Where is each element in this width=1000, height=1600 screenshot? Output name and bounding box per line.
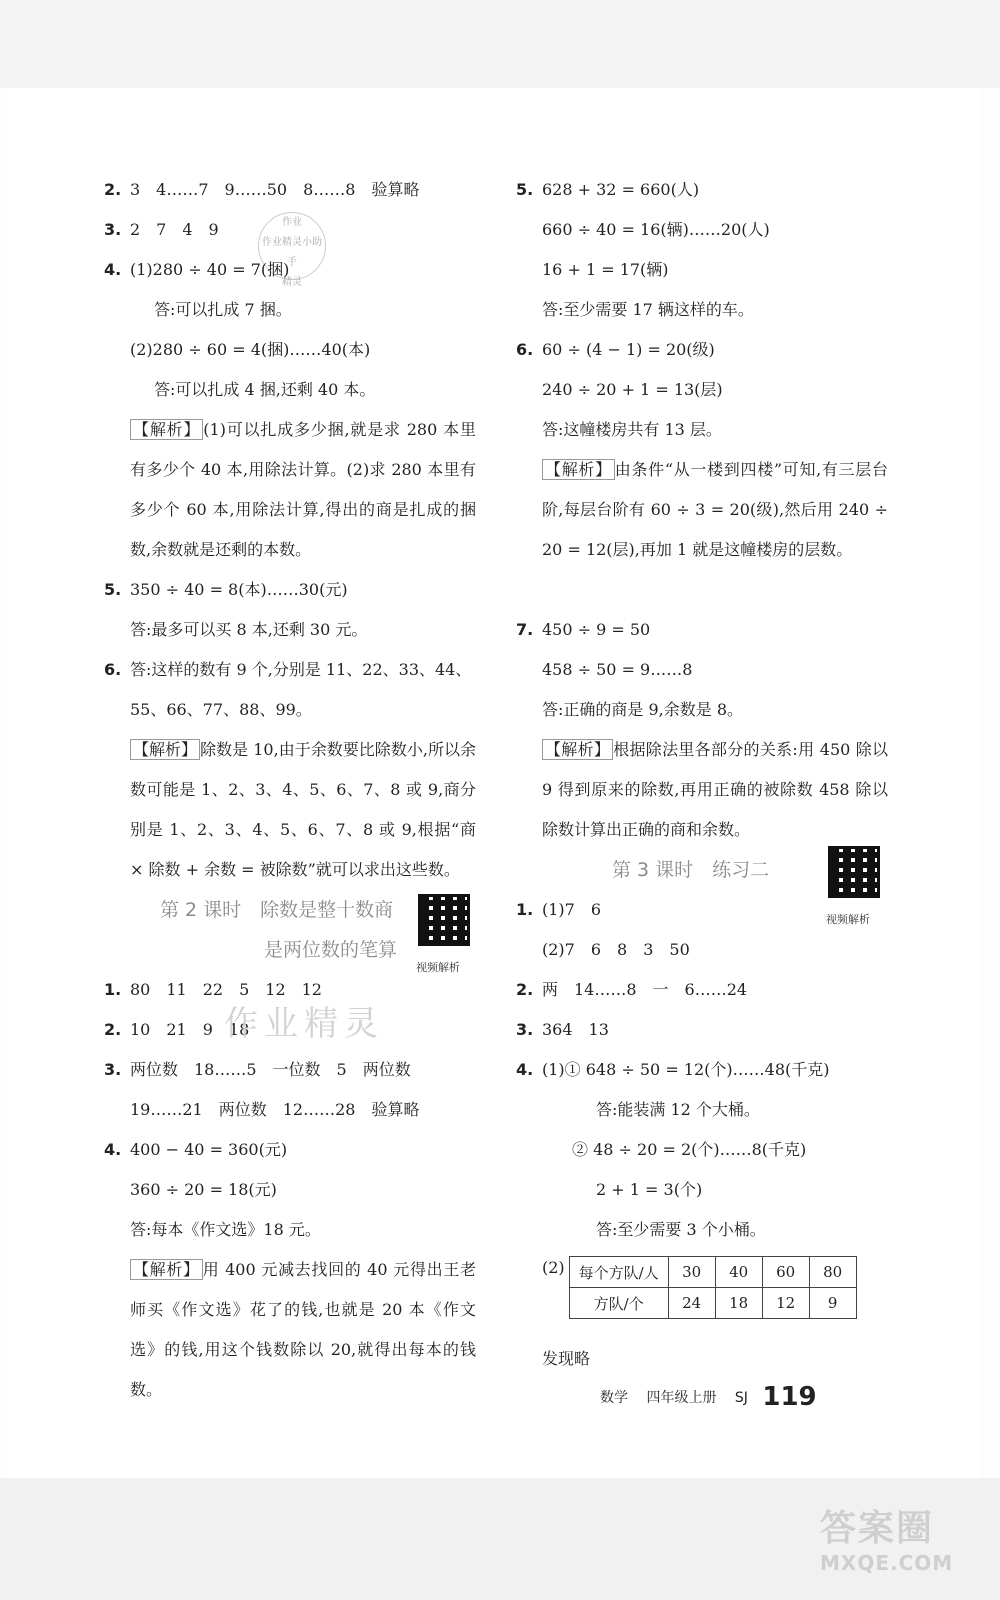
lesson2-answer-4-line2: 360 ÷ 20 = 18(元) [130,1180,277,1199]
watermark-text: 作业精灵 [224,1004,384,1044]
table-cell: 方队/个 [569,1288,668,1319]
right-column [516,170,888,1379]
footer-subject: 数学 [600,1390,628,1406]
answer-6-line2: 55、66、77、88、99。 [130,700,312,719]
answer-5: 5. 350 ÷ 40 = 8(本)……30(元) [104,580,348,599]
analysis-r7: 【解析】 根据除法里各部分的关系:用 450 除以 9 得到原来的除数,再用正确的被除数 458 除以除数计算出正确的商和余数。 [542,740,888,839]
table-cell: 12 [762,1288,809,1319]
answer-r5-line3: 16 + 1 = 17(辆) [542,260,669,279]
answer-r7-line3: 答:正确的商是 9,余数是 8。 [542,700,744,719]
qr-code-icon[interactable] [418,894,470,946]
answer-r5-line2: 660 ÷ 40 = 16(辆)……20(人) [542,220,770,239]
lesson3-answer-1: 1. (1)7 6 [516,900,602,919]
table-cell: 24 [668,1288,715,1319]
answer-5-line2: 答:最多可以买 8 本,还剩 30 元。 [130,620,368,639]
lesson2-analysis-4: 【解析】 用 400 元减去找回的 40 元得出王老师买《作文选》花了的钱,也就是 20 本《作文选》的钱,用这个钱数除以 20,就得出每本的钱数。 [130,1260,476,1399]
page-footer [600,1382,817,1412]
analysis-r6: 【解析】 由条件“从一楼到四楼”可知,有三层台阶,每层台阶有 60 ÷ 3 = 20(级),然后用 240 ÷ 20 = 12(层),再加 1 就是这幢楼房的层数。 [542,460,888,559]
site-watermark: 答案圈 MXQE.COM [820,1508,954,1575]
table-cell: 9 [809,1288,856,1319]
lesson3-answer-4-part2: (2) 每个方队/人 30 40 60 80 方队/个 24 18 12 9 [516,1256,888,1319]
table-cell: 80 [809,1257,856,1288]
table-row [569,1288,856,1319]
table-cell: 每个方队/人 [569,1257,668,1288]
analysis-6: 【解析】 除数是 10,由于余数要比除数小,所以余数可能是 1、2、3、4、5、6、7、8 或 9,商分别是 1、2、3、4、5、6、7、8 或 9,根据“商 × 除数 + 余数 = 被除数”就可以求出这些数。 [130,740,476,879]
table-cell: 18 [715,1288,762,1319]
qr-label: 视频解析 [416,961,460,974]
lesson3-answer-4-line2: 答:能装满 12 个大桶。 [596,1100,760,1119]
lesson3-finding: 发现略 [542,1349,591,1368]
answer-r5: 5. 628 + 32 = 660(人) [516,180,700,199]
table-row [569,1257,856,1288]
lesson2-answer-4-line3: 答:每本《作文选》18 元。 [130,1220,321,1239]
lesson2-answer-3: 3. 两位数 18……5 一位数 5 两位数 [104,1060,411,1079]
answer-r6: 6. 60 ÷ (4 − 1) = 20(级) [516,340,715,359]
answer-4-line2: 答:可以扎成 7 捆。 [154,300,292,319]
answer-4-line3: (2)280 ÷ 60 = 4(捆)……40(本) [130,340,371,359]
lesson3-answer-3: 3. 364 13 [516,1020,609,1039]
answer-table [569,1256,857,1319]
lesson3-answer-4-line5: 答:至少需要 3 个小桶。 [596,1220,766,1239]
answer-r7-line2: 458 ÷ 50 = 9……8 [542,660,693,679]
answer-r5-line4: 答:至少需要 17 辆这样的车。 [542,300,754,319]
footer-edition: SJ [734,1390,748,1406]
watermark-stamp: 作业 作业精灵小助手 精灵 [258,212,326,280]
lesson3-answer-1-line2: (2)7 6 8 3 50 [542,940,690,959]
table-cell: 40 [715,1257,762,1288]
answer-r7: 7. 450 ÷ 9 = 50 [516,620,651,639]
answer-2: 2. 3 4……7 9……50 8……8 验算略 [104,180,420,199]
answer-r6-line2: 240 ÷ 20 + 1 = 13(层) [542,380,723,399]
table-cell: 60 [762,1257,809,1288]
left-column [104,170,476,1410]
section-title-lesson2: 第 2 课时 除数是整十数商 是两位数的笔算 视频解析 [104,890,476,970]
analysis-4: 【解析】 (1)可以扎成多少捆,就是求 280 本里有多少个 40 本,用除法计算。(2)求 280 本里有多少个 60 本,用除法计算,得出的商是扎成的捆数,余数就是还剩的本数。 [130,420,476,559]
answer-6: 6. 答:这样的数有 9 个,分别是 11、22、33、44、 [104,660,472,679]
lesson3-answer-4-line3: ② 48 ÷ 20 = 2(个)……8(千克) [572,1140,807,1159]
lesson2-answer-3-line2: 19……21 两位数 12……28 验算略 [130,1100,420,1119]
qr-label: 视频解析 [826,913,870,926]
page-number: 119 [762,1382,817,1412]
lesson3-answer-4-line4: 2 + 1 = 3(个) [596,1180,703,1199]
answer-r6-line3: 答:这幢楼房共有 13 层。 [542,420,722,439]
lesson3-answer-2: 2. 两 14……8 一 6……24 [516,980,748,999]
lesson2-answer-2: 2. 10 21 9 18 [104,1020,250,1039]
answer-3: 3. 2 7 4 9 [104,220,219,239]
section-title-lesson3: 第 3 课时 练习二 视频解析 [516,850,888,890]
lesson2-answer-1: 1. 80 11 22 5 12 12 [104,980,322,999]
lesson2-answer-4: 4. 400 − 40 = 360(元) [104,1140,288,1159]
scan-top-margin [0,0,1000,88]
footer-grade: 四年级上册 [646,1390,717,1406]
lesson3-answer-4: 4. (1)① 648 ÷ 50 = 12(个)……48(千克) [516,1060,830,1079]
table-cell: 30 [668,1257,715,1288]
answer-4: 4. (1)280 ÷ 40 = 7(捆) [104,260,290,279]
answer-4-line4: 答:可以扎成 4 捆,还剩 40 本。 [154,380,376,399]
